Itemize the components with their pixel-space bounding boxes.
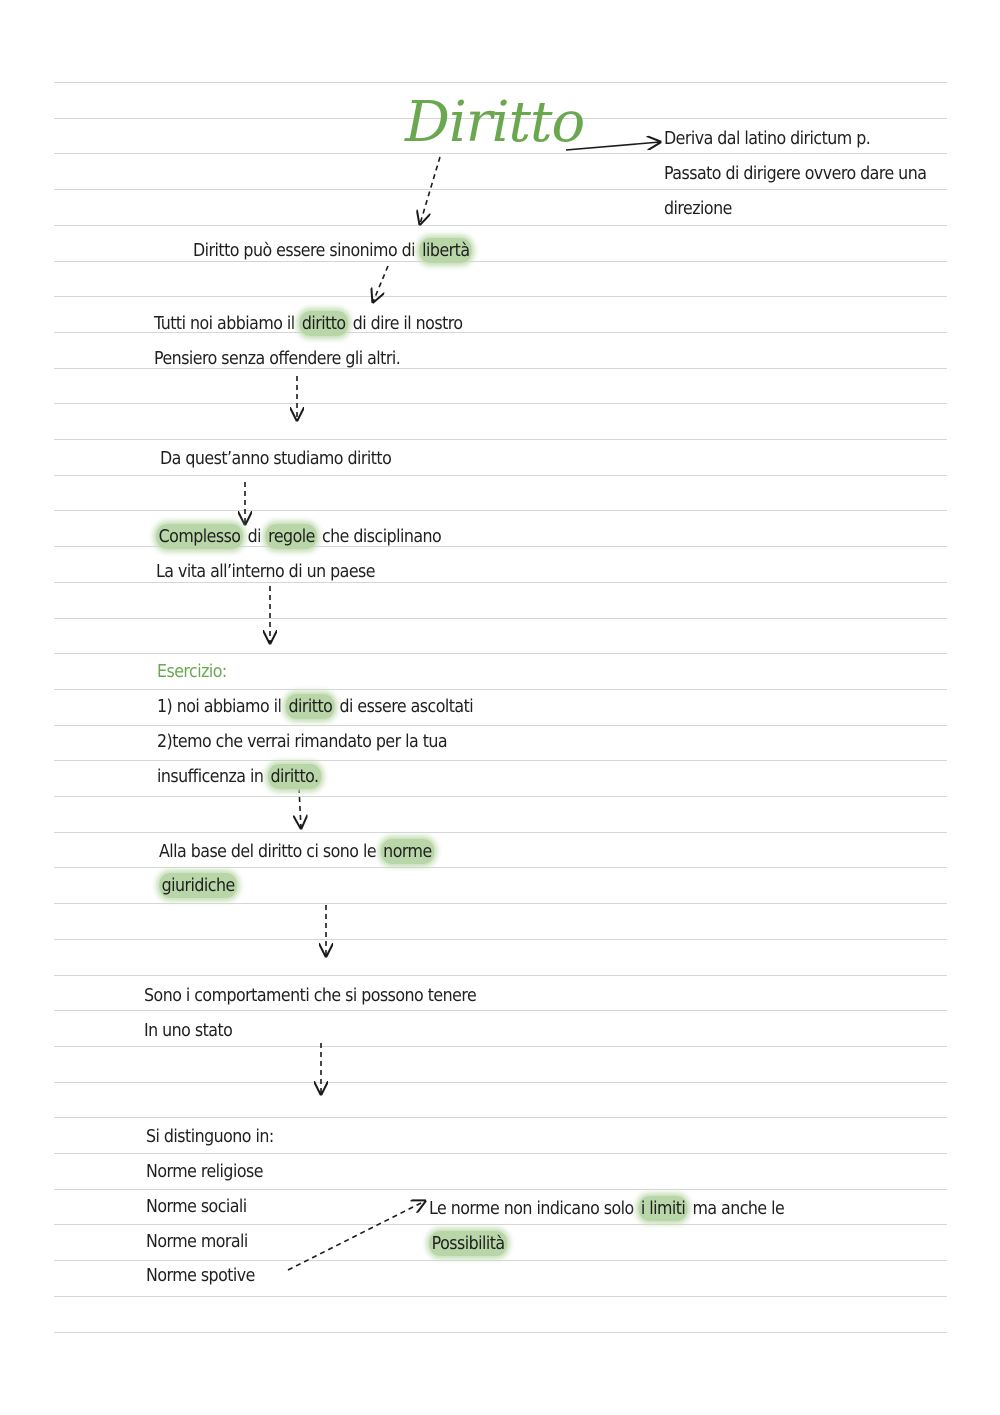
highlight-diritto: diritto <box>286 694 335 719</box>
pensiero-line-2: Pensiero senza offendere gli altri. <box>154 348 401 369</box>
page-title: Diritto <box>405 90 585 155</box>
ruled-line <box>54 867 947 868</box>
etymology-line-2: Passato di dirigere ovvero dare una <box>664 163 927 184</box>
text: che disciplinano <box>317 526 442 547</box>
list-item: Norme religiose <box>146 1161 263 1182</box>
ruled-line <box>54 975 947 976</box>
esercizio-line-2: 2)temo che verrai rimandato per la tua <box>157 731 448 752</box>
ruled-line <box>54 903 947 904</box>
ruled-line <box>54 1296 947 1297</box>
text: Tutti noi abbiamo il <box>154 313 300 334</box>
ruled-line <box>54 82 947 83</box>
ruled-line <box>54 475 947 476</box>
text: di <box>243 526 266 547</box>
list-item: Norme morali <box>146 1231 248 1252</box>
text: Diritto può essere sinonimo di <box>193 240 420 261</box>
ruled-line <box>54 725 947 726</box>
ruled-line <box>54 939 947 940</box>
ruled-line <box>54 189 947 190</box>
ruled-line <box>54 1153 947 1154</box>
highlight-giuridiche: giuridiche <box>159 873 237 898</box>
highlight-diritto: diritto. <box>268 764 321 789</box>
highlight-liberta: libertà <box>420 238 473 263</box>
ruled-line <box>54 760 947 761</box>
limiti-line-2 <box>429 1232 507 1256</box>
ruled-line <box>54 225 947 226</box>
ruled-line <box>54 1332 947 1333</box>
ruled-line <box>54 1189 947 1190</box>
distinguono-heading: Si distinguono in: <box>146 1126 274 1147</box>
norme-line-2 <box>159 874 237 898</box>
esercizio-heading: Esercizio: <box>157 661 227 682</box>
ruled-line <box>54 1046 947 1047</box>
ruled-line <box>54 296 947 297</box>
etymology-line-1: Deriva dal latino dirictum p. <box>664 128 871 149</box>
esercizio-line-1 <box>157 695 473 719</box>
comportamenti-line-2: In uno stato <box>144 1020 233 1041</box>
ruled-line <box>54 1224 947 1225</box>
text: Alla base del diritto ci sono le <box>159 841 381 862</box>
list-item: Norme sociali <box>146 1196 247 1217</box>
text: insufficenza in <box>157 766 268 787</box>
complesso-line-2: La vita all’interno di un paese <box>156 561 375 582</box>
ruled-line <box>54 1010 947 1011</box>
ruled-line <box>54 403 947 404</box>
highlight-diritto: diritto <box>299 311 348 336</box>
studio-line: Da quest’anno studiamo diritto <box>160 448 392 469</box>
highlight-regole: regole <box>266 524 318 549</box>
etymology-line-3: direzione <box>664 198 732 219</box>
ruled-line <box>54 832 947 833</box>
complesso-line-1 <box>156 525 441 549</box>
esercizio-line-3 <box>157 765 321 789</box>
ruled-line <box>54 439 947 440</box>
list-item: Norme spotive <box>146 1265 255 1286</box>
text: 1) noi abbiamo il <box>157 696 286 717</box>
pensiero-line-1 <box>154 312 463 336</box>
ruled-line <box>54 618 947 619</box>
ruled-line <box>54 1260 947 1261</box>
ruled-line <box>54 653 947 654</box>
highlight-limiti: i limiti <box>638 1196 688 1221</box>
ruled-line <box>54 261 947 262</box>
highlight-norme: norme <box>381 839 435 864</box>
ruled-line <box>54 689 947 690</box>
text: Le norme non indicano solo <box>429 1198 639 1219</box>
ruled-line <box>54 510 947 511</box>
text: di essere ascoltati <box>334 696 474 717</box>
highlight-possibilita: Possibilità <box>429 1231 507 1256</box>
ruled-line <box>54 796 947 797</box>
limiti-line-1 <box>429 1197 784 1221</box>
liberta-line <box>193 239 472 263</box>
text: di dire il nostro <box>348 313 463 334</box>
ruled-line <box>54 1082 947 1083</box>
comportamenti-line-1: Sono i comportamenti che si possono tenere <box>144 985 477 1006</box>
ruled-line <box>54 1117 947 1118</box>
highlight-complesso: Complesso <box>156 524 243 549</box>
norme-line-1 <box>159 840 434 864</box>
text: ma anche le <box>687 1198 785 1219</box>
